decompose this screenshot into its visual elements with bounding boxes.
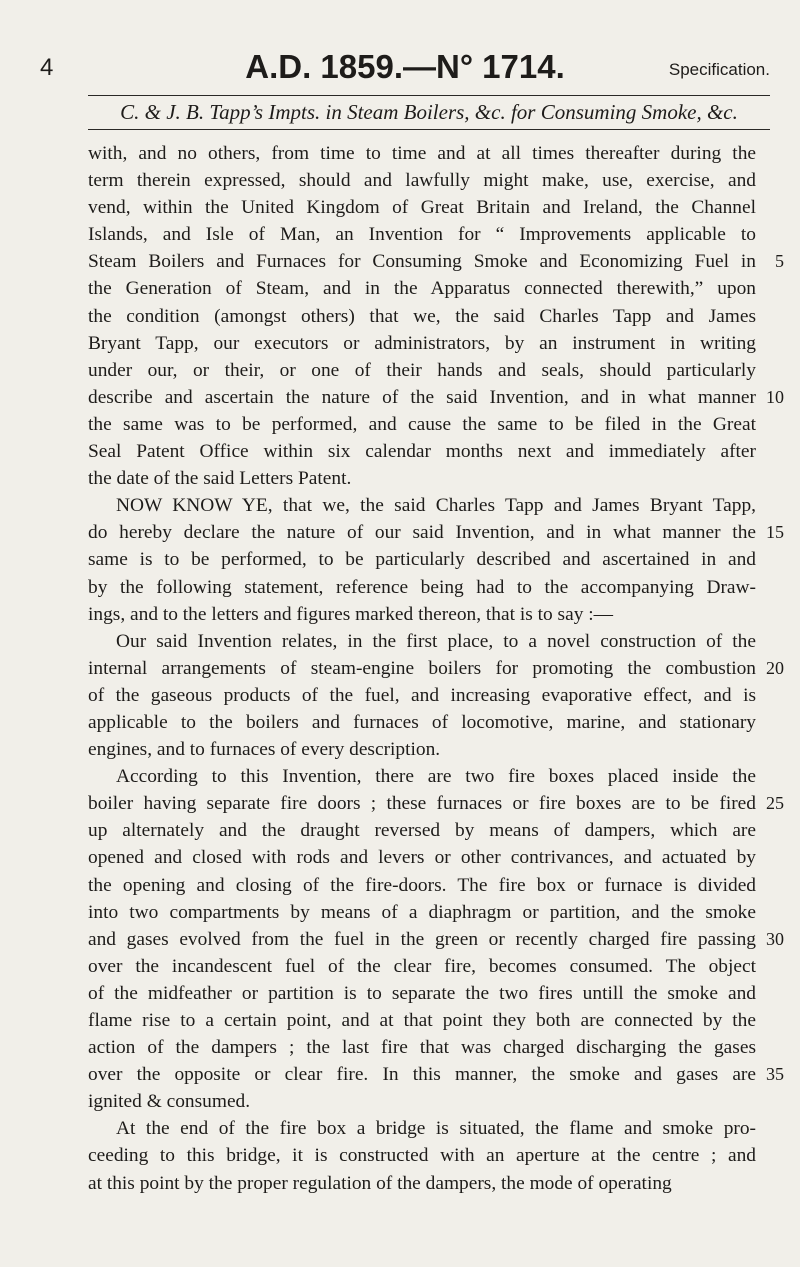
line-text: with, and no others, from time to time and at all times thereafter during the [88,143,756,164]
text-line [88,736,756,763]
text-line [88,709,756,736]
text-line [88,682,756,709]
text-line [88,167,756,194]
specification-label: Specification. [668,60,770,79]
text-line [88,601,756,628]
line-text: of the gaseous products of the fuel, and increasing evaporative effect, and is [88,684,756,706]
line-number: 35 [766,1064,784,1085]
page-number: 4 [40,54,54,81]
text-line [88,763,756,790]
text-line [88,899,756,926]
line-number: 25 [766,793,784,814]
line-text: Bryant Tapp, our executors or administrators, by an instrument in writing [88,332,756,354]
text-line [88,194,756,221]
line-text: boiler having separate fire doors ; these furnaces or fire boxes are to be fired [88,793,756,815]
line-number: 30 [766,928,784,949]
text-line [88,303,756,330]
line-text: At the end of the fire box a bridge is situated, the flame and smoke pro- [116,1118,756,1140]
text-line [88,1007,756,1034]
text-line [88,628,756,655]
line-text: do hereby declare the nature of our said Invention, and in what manner the [88,522,756,544]
text-line [88,492,756,519]
line-number: 20 [766,657,784,678]
text-line [88,844,756,871]
text-line [88,221,756,248]
text-line [88,519,784,546]
line-text: the Generation of Steam, and in the Apparatus connected therewith,” upon [88,278,756,300]
line-text: flame rise to a certain point, and at that point they both are connected by the [88,1010,756,1031]
line-text: action of the dampers ; the last fire that was charged discharging the gases [88,1037,756,1059]
line-text: over the incandescent fuel of the clear fire, becomes consumed. The object [88,955,756,977]
text-line [88,1170,756,1197]
text-line [88,384,784,411]
header-rule-top [88,95,770,96]
line-text: vend, within the United Kingdom of Great Britain and Ireland, the Channel [88,197,756,219]
line-text: Our said Invention relates, in the first place, to a novel construction of the [116,630,756,652]
running-head: A.D. 1859.—N° 1714. [245,48,565,85]
text-line [88,953,756,980]
text-line [88,574,756,601]
line-text: the opening and closing of the fire-doors. The fire box or furnace is divided [88,874,756,896]
line-text: term therein expressed, should and lawfully might make, use, exercise, and [88,170,756,192]
line-text: into two compartments by means of a diaphragm or partition, and the smoke [88,901,756,923]
text-line [88,275,756,302]
line-text: Seal Patent Office within six calendar months next and immediately after [88,441,756,463]
line-text: and gases evolved from the fuel in the green or recently charged fire passing [88,928,756,950]
text-line [88,926,784,953]
text-line [88,248,784,275]
text-line [88,330,756,357]
line-text: ceeding to this bridge, it is constructed with an aperture at the centre ; and [88,1145,756,1167]
line-text: by the following statement, reference being had to the accompanying Draw- [88,576,756,598]
text-line [88,546,756,573]
body-text [88,140,784,1197]
line-text: ings, and to the letters and figures marked thereon, that is to say :— [88,603,614,625]
line-text: applicable to the boilers and furnaces of locomotive, marine, and stationary [88,711,756,733]
line-text: internal arrangements of steam-engine boilers for promoting the combustion [88,657,756,679]
text-line [88,872,756,899]
line-text: the condition (amongst others) that we, the said Charles Tapp and James [88,305,756,327]
text-line [88,465,756,492]
text-line [88,790,784,817]
header-rule-bottom [88,129,770,130]
text-line [88,1115,756,1142]
line-text: the same was to be performed, and cause the same to be filed in the Great [88,413,756,435]
line-text: up alternately and the draught reversed by means of dampers, which are [88,820,756,842]
line-text: According to this Invention, there are two fire boxes placed inside the [116,766,756,788]
text-line [88,817,756,844]
line-text: describe and ascertain the nature of the said Invention, and in what manner [88,386,756,408]
page-header [40,48,770,92]
text-line [88,1088,756,1115]
line-text: under our, or their, or one of their hands and seals, should particularly [88,359,756,381]
text-line [88,655,784,682]
line-number: 10 [766,386,784,407]
text-line [88,411,756,438]
patent-subtitle: C. & J. B. Tapp’s Impts. in Steam Boilers, &c. for Consuming Smoke, &c. [120,100,738,124]
text-line [88,1034,756,1061]
line-number: 5 [775,251,784,272]
text-line [88,980,756,1007]
text-line [88,357,756,384]
line-text: the date of the said Letters Patent. [88,468,352,490]
line-text: same is to be performed, to be particularly described and ascertained in and [88,549,756,571]
line-text: at this point by the proper regulation of the dampers, the mode of operating [88,1172,672,1194]
line-text: over the opposite or clear fire. In this manner, the smoke and gases are [88,1064,756,1086]
text-line [88,438,756,465]
line-text: Steam Boilers and Furnaces for Consuming Smoke and Economizing Fuel in [88,251,756,273]
line-number: 15 [766,522,784,543]
line-text: Islands, and Isle of Man, an Invention for “ Improvements applicable to [88,224,756,246]
line-text: NOW KNOW YE, that we, the said Charles Tapp and James Bryant Tapp, [116,495,756,517]
text-line [88,1061,784,1088]
text-line [88,140,756,167]
line-text: ignited & consumed. [88,1091,251,1113]
line-text: opened and closed with rods and levers or other contrivances, and actuated by [88,847,756,869]
line-text: of the midfeather or partition is to separate the two fires untill the smoke and [88,982,756,1004]
line-text: engines, and to furnaces of every description. [88,739,441,761]
text-line [88,1142,756,1169]
